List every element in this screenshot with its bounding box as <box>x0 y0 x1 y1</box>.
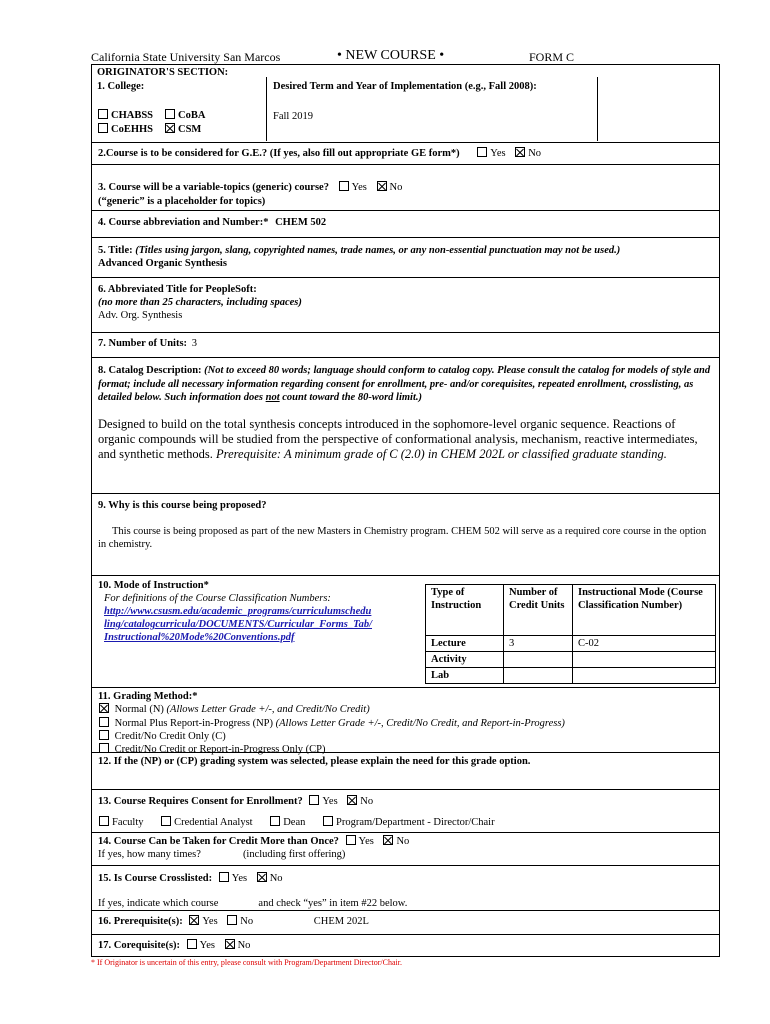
q11-row <box>92 687 719 756</box>
q15-details: If yes, indicate which course and check “yes” in item #22 below. <box>98 898 408 909</box>
col-units: Number of Credit Units <box>504 585 573 636</box>
q3-label: 3. Course will be a variable-topics (generic) course? <box>98 182 329 193</box>
q5-value: Advanced Organic Synthesis <box>98 258 227 269</box>
q9-label: 9. Why is this course being proposed? <box>98 500 267 511</box>
q4-label: 4. Course abbreviation and Number:* <box>98 217 269 228</box>
checkbox[interactable] <box>309 795 319 805</box>
q13-no[interactable]: No <box>346 796 373 807</box>
q15-row <box>92 865 719 910</box>
q8-label: 8. Catalog Description: <box>98 365 202 376</box>
col-mode: Instructional Mode (Course Classification Number) <box>573 585 716 636</box>
q14-yes[interactable]: Yes <box>345 836 374 847</box>
q16-label: 16. Prerequisite(s): <box>98 916 183 927</box>
grading-option-c[interactable]: Credit/No Credit Only (C) <box>98 730 713 743</box>
checkbox[interactable] <box>270 816 280 826</box>
checkbox[interactable] <box>165 109 175 119</box>
q10-row <box>92 575 719 687</box>
q12-row <box>92 752 719 789</box>
q2-yes[interactable]: Yes <box>476 148 505 159</box>
q6-instructions: (no more than 25 characters, including spaces) <box>98 297 302 308</box>
checkbox[interactable] <box>323 816 333 826</box>
q2-no[interactable]: No <box>514 148 541 159</box>
consent-dean[interactable]: Dean <box>269 817 305 828</box>
q10-label: 10. Mode of Instruction* <box>98 580 209 591</box>
q15-no[interactable]: No <box>256 873 283 884</box>
checkbox-checked[interactable] <box>347 795 357 805</box>
college-option-csm[interactable]: CSM <box>164 123 201 135</box>
checkbox-checked[interactable] <box>515 147 525 157</box>
q10-note: For definitions of the Course Classification Numbers: <box>104 593 331 604</box>
q5-instructions: (Titles using jargon, slang, copyrighted names, trade names, or any non-essential punctuation may not be used.) <box>135 245 621 256</box>
q9-row <box>92 493 719 575</box>
consent-credential-analyst[interactable]: Credential Analyst <box>160 817 252 828</box>
q17-label: 17. Corequisite(s): <box>98 940 181 951</box>
checkbox[interactable] <box>339 181 349 191</box>
desired-term-value: Fall 2019 <box>273 111 313 122</box>
q4-row <box>92 210 719 237</box>
checkbox-checked[interactable] <box>165 123 175 133</box>
q12-label: 12. If the (NP) or (CP) grading system was selected, please explain the need for this grade option. <box>98 756 531 767</box>
grading-option-normal[interactable]: Normal (N) (Allows Letter Grade +/-, and Credit/No Credit) <box>98 703 713 716</box>
checkbox-checked[interactable] <box>225 939 235 949</box>
checkbox-checked[interactable] <box>99 703 109 713</box>
q8-prerequisite: Prerequisite: A minimum grade of C (2.0) in CHEM 202L or classified graduate standing. <box>216 446 667 461</box>
q6-label: 6. Abbreviated Title for PeopleSoft: <box>98 284 257 295</box>
q3-no[interactable]: No <box>376 182 403 193</box>
q6-value: Adv. Org. Synthesis <box>98 310 183 321</box>
q11-label: 11. Grading Method:* <box>98 691 198 702</box>
table-row: Lab <box>426 668 716 684</box>
q14-row <box>92 832 719 865</box>
checkbox[interactable] <box>477 147 487 157</box>
checkbox[interactable] <box>99 816 109 826</box>
college-option-chabss[interactable]: CHABSS <box>97 109 153 121</box>
q15-label: 15. Is Course Crosslisted: <box>98 873 213 884</box>
grading-option-np[interactable]: Normal Plus Report-in-Progress (NP) (Allows Letter Grade +/-, Credit/No Credit, and Report-in-Progress) <box>98 717 713 730</box>
q2-row <box>92 142 719 164</box>
grading-option-cp[interactable]: Credit/No Credit or Report-in-Progress Only (CP) <box>98 743 713 756</box>
desired-term-label: Desired Term and Year of Implementation (e.g., Fall 2008): <box>273 81 537 92</box>
q17-yes[interactable]: Yes <box>186 940 215 951</box>
q4-value: CHEM 502 <box>275 217 327 228</box>
q2-label: 2.Course is to be considered for G.E.? (If yes, also fill out appropriate GE form*) <box>98 148 460 159</box>
consent-program-chair[interactable]: Program/Department - Director/Chair <box>322 817 495 828</box>
col-type: Type of Instruction <box>426 585 504 636</box>
checkbox[interactable] <box>98 123 108 133</box>
q5-row <box>92 237 719 277</box>
q16-value: CHEM 202L <box>313 916 369 927</box>
college-label: 1. College: <box>97 81 145 92</box>
checkbox[interactable] <box>161 816 171 826</box>
q16-no[interactable]: No <box>226 916 253 927</box>
checkbox[interactable] <box>346 835 356 845</box>
table-row: Activity <box>426 652 716 668</box>
q16-yes[interactable]: Yes <box>188 916 217 927</box>
table-row: Lecture 3 C-02 <box>426 636 716 652</box>
checkbox[interactable] <box>219 872 229 882</box>
q3-row <box>92 164 719 210</box>
page-header <box>91 50 691 64</box>
q3-yes[interactable]: Yes <box>338 182 367 193</box>
q7-row <box>92 332 719 357</box>
q14-no[interactable]: No <box>382 836 409 847</box>
checkbox-checked[interactable] <box>383 835 393 845</box>
q14-label: 14. Course Can be Taken for Credit More than Once? <box>98 836 339 847</box>
q7-value: 3 <box>191 338 197 349</box>
q9-value: This course is being proposed as part of the new Masters in Chemistry program. CHEM 502 will serve as a required core course in the option in chemistry. <box>98 526 707 550</box>
college-option-coehhs[interactable]: CoEHHS <box>97 123 153 135</box>
originator-title: ORIGINATOR'S SECTION: <box>97 67 229 78</box>
q14-details: If yes, how many times? (including first offering) <box>98 849 346 860</box>
q10-link[interactable]: http://www.csusm.edu/academic_programs/curriculumschedu ling/catalogcurricula/DOCUMENTS/Curricular_Forms_Tab/ Instructional%20Mode%20Conventions.pdf <box>104 606 373 643</box>
q17-no[interactable]: No <box>224 940 251 951</box>
footnote: * If Originator is uncertain of this entry, please consult with Program/Department Director/Chair. <box>91 958 402 967</box>
q16-row <box>92 910 719 934</box>
checkbox[interactable] <box>187 939 197 949</box>
q3-note: (“generic” is a placeholder for topics) <box>98 196 266 207</box>
checkbox[interactable] <box>99 717 109 727</box>
form-id: FORM C <box>529 50 575 64</box>
checkbox-checked[interactable] <box>257 872 267 882</box>
checkbox[interactable] <box>99 730 109 740</box>
mode-table <box>425 584 716 684</box>
q13-yes[interactable]: Yes <box>308 796 337 807</box>
q5-label: 5. Title: <box>98 245 133 256</box>
checkbox-checked[interactable] <box>189 915 199 925</box>
consent-options <box>98 816 713 830</box>
checkbox-checked[interactable] <box>377 181 387 191</box>
q13-label: 13. Course Requires Consent for Enrollment? <box>98 796 303 807</box>
course-form <box>91 64 720 957</box>
q15-yes[interactable]: Yes <box>218 873 247 884</box>
university-name: California State University San Marcos <box>91 50 281 64</box>
originator-section <box>92 65 719 142</box>
q6-row <box>92 277 719 332</box>
consent-faculty[interactable]: Faculty <box>98 817 144 828</box>
checkbox[interactable] <box>98 109 108 119</box>
desired-term-cell <box>266 77 598 141</box>
q7-label: 7. Number of Units: <box>98 338 188 349</box>
college-option-coba[interactable]: CoBA <box>164 109 205 121</box>
mode-table-header <box>426 585 716 636</box>
q17-row <box>92 934 719 956</box>
checkbox[interactable] <box>227 915 237 925</box>
q8-row <box>92 357 719 493</box>
q8-instructions: 8. Catalog Description: (Not to exceed 80 words; language should conform to catalog copy. Please consult the catalog for models of style and format; include all necessary information regarding consent for enrollment, pre- and/or corequisites, repeated enrollment, crosslisting, as detailed below. Such information does not count toward the 80-word limit.) <box>98 365 711 403</box>
new-course-title: • NEW COURSE • <box>337 48 445 63</box>
q8-description: Designed to build on the total synthesis concepts introduced in the sophomore-level organic sequence. Reactions of organic compounds will be studied from the perspective of conformational analysis, mechanism, reactive intermediates, and synthetic methods. Prerequisite: A minimum grade of C (2.0) in CHEM 202L or classified graduate standing. <box>98 416 698 461</box>
q13-row <box>92 789 719 832</box>
